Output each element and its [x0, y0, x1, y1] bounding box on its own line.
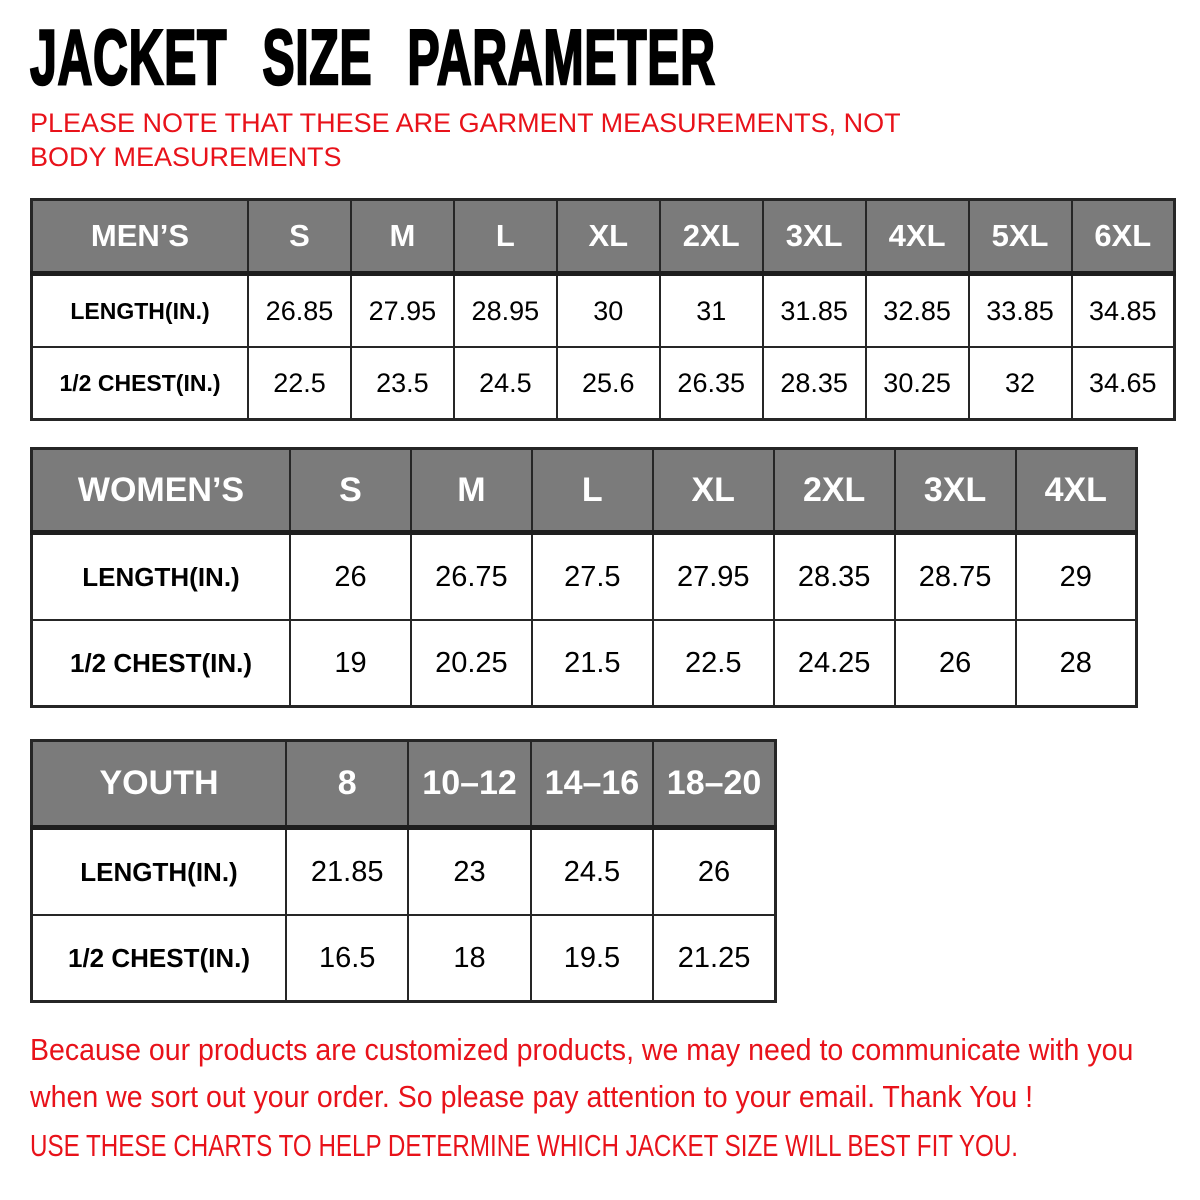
womens-row-label: LENGTH(IN.) [32, 533, 291, 621]
womens-size-header: M [411, 449, 532, 533]
mens-cell-value: 34.65 [1072, 347, 1175, 420]
mens-table-header [32, 200, 1175, 274]
womens-size-header: 2XL [774, 449, 895, 533]
mens-cell-value: 24.5 [454, 347, 557, 420]
youth-table-body [32, 828, 776, 1002]
womens-cell-value: 28.35 [774, 533, 895, 621]
mens-cell-value: 31.85 [763, 274, 866, 348]
mens-cell-value: 28.95 [454, 274, 557, 348]
womens-table-header [32, 449, 1137, 533]
youth-size-header: 14–16 [531, 741, 653, 828]
fit-advice-note [30, 1128, 1200, 1164]
womens-measurement-row [32, 533, 1137, 621]
mens-size-header: 5XL [969, 200, 1072, 274]
mens-table-body [32, 274, 1175, 420]
mens-cell-value: 30 [557, 274, 660, 348]
mens-measurement-row [32, 347, 1175, 420]
youth-group-header: YOUTH [32, 741, 287, 828]
womens-size-header: XL [653, 449, 774, 533]
mens-row-label: LENGTH(IN.) [32, 274, 249, 348]
womens-header-row [32, 449, 1137, 533]
youth-table-header [32, 741, 776, 828]
youth-cell-value: 21.25 [653, 915, 775, 1002]
page-title-text: JACKET SIZE PARAMETER [30, 13, 716, 101]
youth-row-label: LENGTH(IN.) [32, 828, 287, 916]
womens-cell-value: 26 [290, 533, 411, 621]
womens-cell-value: 19 [290, 620, 411, 707]
mens-cell-value: 30.25 [866, 347, 969, 420]
customized-products-note: Because our products are customized products, we may need to communicate with you when we sort out your order. So please pay attention to your email. Thank You ! [30, 1032, 1134, 1114]
youth-cell-value: 23 [408, 828, 530, 916]
mens-size-header: L [454, 200, 557, 274]
youth-cell-value: 16.5 [286, 915, 408, 1002]
womens-table-body [32, 533, 1137, 707]
mens-cell-value: 22.5 [248, 347, 351, 420]
mens-size-header: 4XL [866, 200, 969, 274]
mens-cell-value: 25.6 [557, 347, 660, 420]
womens-cell-value: 22.5 [653, 620, 774, 707]
womens-measurement-row [32, 620, 1137, 707]
mens-cell-value: 26.35 [660, 347, 763, 420]
youth-size-header: 8 [286, 741, 408, 828]
page-title [30, 13, 1136, 101]
womens-group-header: WOMEN’S [32, 449, 291, 533]
womens-cell-value: 21.5 [532, 620, 653, 707]
womens-cell-value: 26.75 [411, 533, 532, 621]
mens-measurement-row [32, 274, 1175, 348]
womens-size-header: 3XL [895, 449, 1016, 533]
womens-size-header: 4XL [1016, 449, 1137, 533]
womens-size-header: L [532, 449, 653, 533]
mens-cell-value: 28.35 [763, 347, 866, 420]
youth-size-header: 18–20 [653, 741, 775, 828]
mens-cell-value: 27.95 [351, 274, 454, 348]
youth-cell-value: 19.5 [531, 915, 653, 1002]
womens-size-table [30, 447, 1138, 708]
youth-cell-value: 18 [408, 915, 530, 1002]
womens-cell-value: 28.75 [895, 533, 1016, 621]
mens-size-table [30, 198, 1176, 421]
mens-size-header: S [248, 200, 351, 274]
youth-cell-value: 26 [653, 828, 775, 916]
mens-cell-value: 32 [969, 347, 1072, 420]
womens-cell-value: 28 [1016, 620, 1137, 707]
womens-cell-value: 24.25 [774, 620, 895, 707]
womens-size-header: S [290, 449, 411, 533]
womens-cell-value: 26 [895, 620, 1016, 707]
youth-header-row [32, 741, 776, 828]
mens-header-row [32, 200, 1175, 274]
mens-cell-value: 26.85 [248, 274, 351, 348]
womens-cell-value: 27.95 [653, 533, 774, 621]
youth-cell-value: 21.85 [286, 828, 408, 916]
youth-measurement-row [32, 828, 776, 916]
youth-measurement-row [32, 915, 776, 1002]
mens-cell-value: 31 [660, 274, 763, 348]
mens-size-header: 2XL [660, 200, 763, 274]
mens-group-header: MEN’S [32, 200, 249, 274]
mens-cell-value: 33.85 [969, 274, 1072, 348]
mens-row-label: 1/2 CHEST(IN.) [32, 347, 249, 420]
mens-cell-value: 23.5 [351, 347, 454, 420]
mens-cell-value: 34.85 [1072, 274, 1175, 348]
mens-size-header: 3XL [763, 200, 866, 274]
womens-cell-value: 29 [1016, 533, 1137, 621]
fit-advice-text: USE THESE CHARTS TO HELP DETERMINE WHICH JACKET SIZE WILL BEST FIT YOU. [30, 1128, 1019, 1163]
mens-size-header: M [351, 200, 454, 274]
youth-cell-value: 24.5 [531, 828, 653, 916]
youth-size-table [30, 739, 777, 1003]
womens-row-label: 1/2 CHEST(IN.) [32, 620, 291, 707]
mens-size-header: 6XL [1072, 200, 1175, 274]
mens-size-header: XL [557, 200, 660, 274]
womens-cell-value: 27.5 [532, 533, 653, 621]
garment-measurement-note: PLEASE NOTE THAT THESE ARE GARMENT MEASUREMENTS, NOT BODY MEASUREMENTS [30, 108, 901, 172]
youth-row-label: 1/2 CHEST(IN.) [32, 915, 287, 1002]
mens-cell-value: 32.85 [866, 274, 969, 348]
womens-cell-value: 20.25 [411, 620, 532, 707]
youth-size-header: 10–12 [408, 741, 530, 828]
